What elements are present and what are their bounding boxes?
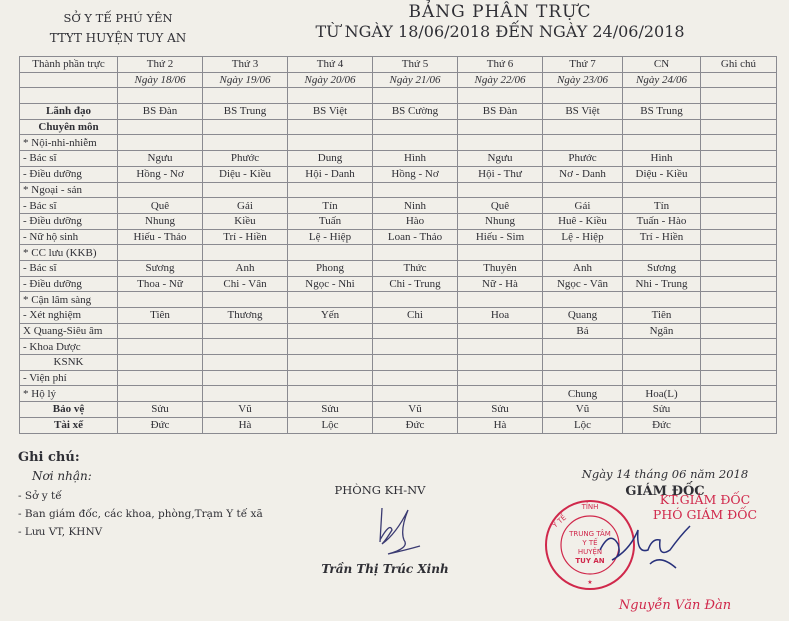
roster-cell bbox=[288, 339, 373, 355]
row-label: * CC lưu (KKB) bbox=[20, 245, 118, 261]
roster-cell: Nơ - Danh bbox=[543, 166, 623, 182]
date-cell bbox=[701, 72, 777, 88]
header-left bbox=[18, 8, 218, 48]
roster-cell bbox=[543, 339, 623, 355]
roster-cell bbox=[373, 370, 458, 386]
roster-cell bbox=[373, 88, 458, 104]
roster-cell bbox=[458, 182, 543, 198]
table-row bbox=[20, 198, 777, 214]
roster-cell: Thoa - Nữ bbox=[118, 276, 203, 292]
roster-cell bbox=[543, 245, 623, 261]
roster-cell bbox=[288, 323, 373, 339]
roster-cell: Hào bbox=[373, 213, 458, 229]
roster-cell: Phong bbox=[288, 260, 373, 276]
roster-cell bbox=[458, 245, 543, 261]
table-row bbox=[20, 182, 777, 198]
header-cell-role: Thành phần trực bbox=[20, 57, 118, 73]
roster-cell bbox=[288, 182, 373, 198]
roster-cell bbox=[458, 323, 543, 339]
roster-cell bbox=[203, 292, 288, 308]
seal-center-line: TUY AN bbox=[575, 557, 605, 565]
roster-cell bbox=[701, 370, 777, 386]
roster-cell bbox=[701, 88, 777, 104]
header-cell: Thứ 6 bbox=[458, 57, 543, 73]
table-row bbox=[20, 135, 777, 151]
header-cell: Thứ 7 bbox=[543, 57, 623, 73]
roster-cell: Nhung bbox=[458, 213, 543, 229]
seal-ring-top: TỈNH bbox=[581, 503, 599, 511]
roster-cell bbox=[288, 119, 373, 135]
roster-cell: Hình bbox=[623, 151, 701, 167]
date-cell: Ngày 18/06 bbox=[118, 72, 203, 88]
roster-cell bbox=[701, 308, 777, 324]
roster-cell bbox=[543, 370, 623, 386]
roster-cell bbox=[623, 182, 701, 198]
notes-heading: Ghi chú: bbox=[18, 450, 80, 465]
roster-cell bbox=[118, 245, 203, 261]
roster-cell: Tuấn - Hào bbox=[623, 213, 701, 229]
table-row bbox=[20, 245, 777, 261]
row-label: * Ngoại - sản bbox=[20, 182, 118, 198]
roster-cell bbox=[623, 119, 701, 135]
roster-cell bbox=[118, 119, 203, 135]
roster-cell: Thuyên bbox=[458, 260, 543, 276]
roster-cell bbox=[701, 213, 777, 229]
roster-cell bbox=[701, 339, 777, 355]
roster-cell: Hoa(L) bbox=[623, 386, 701, 402]
stamp-line-1: KT.GIÁM ĐỐC bbox=[659, 492, 751, 507]
table-row bbox=[20, 308, 777, 324]
notes-block bbox=[18, 449, 263, 543]
roster-cell: Vũ bbox=[203, 402, 288, 418]
roster-cell bbox=[373, 355, 458, 371]
roster-cell bbox=[118, 135, 203, 151]
roster-cell: Hiếu - Thảo bbox=[118, 229, 203, 245]
roster-cell bbox=[623, 355, 701, 371]
title-line-1: BẢNG PHÂN TRỰC bbox=[408, 2, 592, 22]
seal-center-line: Y TẾ bbox=[582, 539, 598, 547]
roster-cell bbox=[623, 292, 701, 308]
roster-cell: Diệu - Kiều bbox=[203, 166, 288, 182]
document-title bbox=[290, 2, 710, 41]
roster-cell bbox=[203, 386, 288, 402]
table-row bbox=[20, 355, 777, 371]
roster-cell bbox=[701, 276, 777, 292]
table-row bbox=[20, 402, 777, 418]
header-cell: Ghi chú bbox=[701, 57, 777, 73]
roster-cell bbox=[543, 355, 623, 371]
table-row bbox=[20, 213, 777, 229]
planning-dept-label: PHÒNG KH-NV bbox=[334, 483, 426, 497]
row-label: X Quang-Siêu âm bbox=[20, 323, 118, 339]
roster-cell: Sửu bbox=[458, 402, 543, 418]
roster-cell: Hiếu - Sim bbox=[458, 229, 543, 245]
dept-line-1: SỞ Y TẾ PHÚ YÊN bbox=[63, 11, 173, 25]
roster-cell: Loan - Thảo bbox=[373, 229, 458, 245]
row-label: - Nữ hộ sinh bbox=[20, 229, 118, 245]
roster-cell: Tiên bbox=[623, 308, 701, 324]
row-label: - Điều dưỡng bbox=[20, 276, 118, 292]
row-label: - Viện phí bbox=[20, 370, 118, 386]
roster-cell bbox=[458, 135, 543, 151]
roster-cell: Anh bbox=[543, 260, 623, 276]
roster-cell bbox=[203, 245, 288, 261]
roster-cell: Ngưu bbox=[118, 151, 203, 167]
roster-cell: BS Việt bbox=[543, 104, 623, 120]
recipient-item: - Lưu VT, KHNV bbox=[18, 526, 103, 538]
roster-cell bbox=[373, 119, 458, 135]
roster-cell bbox=[543, 119, 623, 135]
roster-cell: Ngưu bbox=[458, 151, 543, 167]
roster-cell: Sương bbox=[118, 260, 203, 276]
roster-cell bbox=[288, 386, 373, 402]
roster-cell: Vũ bbox=[543, 402, 623, 418]
table-body bbox=[20, 88, 777, 433]
roster-cell bbox=[701, 198, 777, 214]
date-row bbox=[20, 72, 777, 88]
roster-cell: Gái bbox=[543, 198, 623, 214]
roster-cell bbox=[701, 355, 777, 371]
roster-cell: Chi - Vân bbox=[203, 276, 288, 292]
roster-cell: Ninh bbox=[373, 198, 458, 214]
roster-cell: Tín bbox=[623, 198, 701, 214]
roster-cell bbox=[701, 166, 777, 182]
roster-cell bbox=[203, 88, 288, 104]
roster-cell: Kiều bbox=[203, 213, 288, 229]
header-cell: Thứ 5 bbox=[373, 57, 458, 73]
roster-cell: Quê bbox=[458, 198, 543, 214]
roster-cell bbox=[701, 292, 777, 308]
roster-cell: Vũ bbox=[373, 402, 458, 418]
roster-cell: Lộc bbox=[288, 417, 373, 433]
roster-cell bbox=[373, 182, 458, 198]
roster-cell bbox=[701, 135, 777, 151]
row-label: - Bác sĩ bbox=[20, 151, 118, 167]
roster-cell bbox=[701, 260, 777, 276]
duty-roster-table bbox=[19, 56, 777, 434]
table-row bbox=[20, 276, 777, 292]
roster-cell: Sương bbox=[623, 260, 701, 276]
roster-cell bbox=[701, 402, 777, 418]
roster-cell: Thức bbox=[373, 260, 458, 276]
roster-cell: Ngân bbox=[623, 323, 701, 339]
header-cell: Thứ 4 bbox=[288, 57, 373, 73]
roster-cell: Lộc bbox=[543, 417, 623, 433]
roster-cell: BS Cường bbox=[373, 104, 458, 120]
roster-cell: Ngọc - Nhi bbox=[288, 276, 373, 292]
roster-cell: Hình bbox=[373, 151, 458, 167]
date-cell: Ngày 23/06 bbox=[543, 72, 623, 88]
roster-cell bbox=[543, 88, 623, 104]
row-label: * Hộ lý bbox=[20, 386, 118, 402]
roster-cell: BS Trung bbox=[623, 104, 701, 120]
roster-cell bbox=[701, 323, 777, 339]
table-row bbox=[20, 292, 777, 308]
roster-cell bbox=[458, 355, 543, 371]
roster-cell bbox=[203, 182, 288, 198]
row-label: - Bác sĩ bbox=[20, 198, 118, 214]
roster-cell bbox=[373, 323, 458, 339]
roster-cell: Lệ - Hiệp bbox=[543, 229, 623, 245]
roster-cell bbox=[623, 370, 701, 386]
roster-cell bbox=[543, 292, 623, 308]
roster-cell: Tín bbox=[288, 198, 373, 214]
roster-cell bbox=[203, 135, 288, 151]
director-title: GIÁM ĐỐC bbox=[625, 484, 705, 499]
title-line-2: TỪ NGÀY 18/06/2018 ĐẾN NGÀY 24/06/2018 bbox=[315, 22, 685, 41]
seal-ring-left: Y TẾ bbox=[551, 513, 568, 530]
roster-cell bbox=[623, 245, 701, 261]
roster-cell bbox=[701, 229, 777, 245]
roster-cell: Sửu bbox=[623, 402, 701, 418]
roster-cell: Nhi - Trung bbox=[623, 276, 701, 292]
roster-cell bbox=[701, 104, 777, 120]
row-label bbox=[20, 88, 118, 104]
table-row bbox=[20, 339, 777, 355]
roster-cell bbox=[701, 151, 777, 167]
roster-cell: Gái bbox=[203, 198, 288, 214]
roster-cell bbox=[701, 417, 777, 433]
roster-cell bbox=[458, 339, 543, 355]
table-row bbox=[20, 166, 777, 182]
signer-name-right: Nguyễn Văn Đàn bbox=[618, 598, 732, 613]
table-row bbox=[20, 229, 777, 245]
roster-cell bbox=[288, 135, 373, 151]
roster-cell bbox=[458, 370, 543, 386]
roster-cell bbox=[458, 386, 543, 402]
roster-cell: Đức bbox=[373, 417, 458, 433]
row-label: - Điều dưỡng bbox=[20, 213, 118, 229]
roster-cell bbox=[623, 88, 701, 104]
roster-cell bbox=[373, 135, 458, 151]
roster-cell: Tiên bbox=[118, 308, 203, 324]
date-cell: Ngày 20/06 bbox=[288, 72, 373, 88]
roster-cell bbox=[203, 119, 288, 135]
roster-cell: Chung bbox=[543, 386, 623, 402]
row-label: - Điều dưỡng bbox=[20, 166, 118, 182]
roster-cell bbox=[458, 119, 543, 135]
roster-cell bbox=[203, 323, 288, 339]
roster-cell bbox=[458, 292, 543, 308]
roster-cell bbox=[288, 370, 373, 386]
header-cell: Thứ 3 bbox=[203, 57, 288, 73]
roster-cell: Hồng - Nơ bbox=[118, 166, 203, 182]
roster-cell bbox=[288, 88, 373, 104]
roster-cell bbox=[623, 339, 701, 355]
date-cell: Ngày 22/06 bbox=[458, 72, 543, 88]
table-row bbox=[20, 323, 777, 339]
roster-cell: Phước bbox=[543, 151, 623, 167]
date-cell: Ngày 19/06 bbox=[203, 72, 288, 88]
roster-cell: Hội - Danh bbox=[288, 166, 373, 182]
signing-date: Ngày 14 tháng 06 năm 2018 bbox=[581, 467, 749, 481]
roster-cell bbox=[701, 245, 777, 261]
table-row bbox=[20, 260, 777, 276]
roster-cell: Thương bbox=[203, 308, 288, 324]
row-label: * Cận lâm sàng bbox=[20, 292, 118, 308]
table-row bbox=[20, 386, 777, 402]
roster-cell bbox=[118, 323, 203, 339]
seal-center-line: HUYỆN bbox=[577, 548, 603, 556]
roster-cell: Ngọc - Vân bbox=[543, 276, 623, 292]
roster-cell bbox=[373, 292, 458, 308]
row-label: Bảo vệ bbox=[20, 402, 118, 418]
date-cell: Ngày 21/06 bbox=[373, 72, 458, 88]
table-row bbox=[20, 119, 777, 135]
dept-line-2: TTYT HUYỆN TUY AN bbox=[49, 31, 187, 45]
table-row bbox=[20, 104, 777, 120]
roster-cell bbox=[288, 292, 373, 308]
roster-cell: BS Đàn bbox=[458, 104, 543, 120]
roster-cell: Đức bbox=[118, 417, 203, 433]
roster-cell bbox=[118, 88, 203, 104]
roster-cell: Chi bbox=[373, 308, 458, 324]
table-row bbox=[20, 151, 777, 167]
roster-cell bbox=[373, 245, 458, 261]
table-row bbox=[20, 88, 777, 104]
header-row bbox=[20, 57, 777, 73]
roster-cell bbox=[118, 182, 203, 198]
roster-cell: Anh bbox=[203, 260, 288, 276]
recipient-item: - Ban giám đốc, các khoa, phòng,Trạm Y tế xã bbox=[18, 508, 263, 520]
row-label: - Bác sĩ bbox=[20, 260, 118, 276]
roster-cell: Nhung bbox=[118, 213, 203, 229]
roster-cell bbox=[203, 355, 288, 371]
roster-cell bbox=[543, 135, 623, 151]
row-label: Lãnh đạo bbox=[20, 104, 118, 120]
roster-cell: Phước bbox=[203, 151, 288, 167]
roster-cell: Trí - Hiền bbox=[623, 229, 701, 245]
roster-cell bbox=[118, 355, 203, 371]
table-row bbox=[20, 417, 777, 433]
row-label: Tài xế bbox=[20, 417, 118, 433]
seal-ring-star: ★ bbox=[587, 579, 593, 586]
table-header bbox=[20, 57, 777, 88]
roster-cell: Yến bbox=[288, 308, 373, 324]
row-label: Chuyên môn bbox=[20, 119, 118, 135]
recipients-label: Nơi nhận: bbox=[32, 469, 92, 483]
roster-cell bbox=[373, 339, 458, 355]
date-cell bbox=[20, 72, 118, 88]
table-row bbox=[20, 370, 777, 386]
roster-cell: Hội - Thư bbox=[458, 166, 543, 182]
roster-cell bbox=[118, 292, 203, 308]
roster-cell bbox=[543, 182, 623, 198]
row-label: - Khoa Dược bbox=[20, 339, 118, 355]
roster-cell bbox=[203, 339, 288, 355]
row-label: - Xét nghiệm bbox=[20, 308, 118, 324]
stamp-line-2: PHÓ GIÁM ĐỐC bbox=[652, 507, 758, 522]
roster-cell: BS Đàn bbox=[118, 104, 203, 120]
signature-left bbox=[368, 500, 428, 560]
roster-cell: Chi - Trung bbox=[373, 276, 458, 292]
roster-cell: Hà bbox=[458, 417, 543, 433]
date-cell: Ngày 24/06 bbox=[623, 72, 701, 88]
roster-cell bbox=[701, 386, 777, 402]
roster-cell: Tuấn bbox=[288, 213, 373, 229]
roster-cell: BS Việt bbox=[288, 104, 373, 120]
roster-cell: Hồng - Nơ bbox=[373, 166, 458, 182]
roster-cell: Diệu - Kiều bbox=[623, 166, 701, 182]
roster-cell bbox=[118, 339, 203, 355]
roster-cell: Quê bbox=[118, 198, 203, 214]
seal-center-line: TRUNG TÂM bbox=[569, 530, 611, 538]
signer-name-left: Trần Thị Trúc Xinh bbox=[321, 562, 449, 576]
roster-cell: Lệ - Hiệp bbox=[288, 229, 373, 245]
roster-cell bbox=[118, 370, 203, 386]
roster-cell: Sửu bbox=[118, 402, 203, 418]
roster-cell bbox=[701, 119, 777, 135]
roster-cell: Huê - Kiều bbox=[543, 213, 623, 229]
roster-cell: Hà bbox=[203, 417, 288, 433]
roster-cell bbox=[623, 135, 701, 151]
roster-cell bbox=[288, 355, 373, 371]
roster-cell: Nữ - Hà bbox=[458, 276, 543, 292]
roster-cell bbox=[203, 370, 288, 386]
roster-cell bbox=[118, 386, 203, 402]
header-cell: CN bbox=[623, 57, 701, 73]
row-label: KSNK bbox=[20, 355, 118, 371]
recipient-item: - Sở y tế bbox=[18, 490, 62, 502]
roster-cell: Trí - Hiền bbox=[203, 229, 288, 245]
roster-cell bbox=[458, 88, 543, 104]
signature-right bbox=[590, 510, 710, 580]
roster-cell: Quang bbox=[543, 308, 623, 324]
roster-cell: Bá bbox=[543, 323, 623, 339]
header-cell: Thứ 2 bbox=[118, 57, 203, 73]
roster-cell bbox=[701, 182, 777, 198]
roster-cell: Sửu bbox=[288, 402, 373, 418]
row-label: * Nội-nhi-nhiễm bbox=[20, 135, 118, 151]
roster-cell: Hoa bbox=[458, 308, 543, 324]
roster-cell bbox=[373, 386, 458, 402]
roster-cell: Đức bbox=[623, 417, 701, 433]
roster-cell: Dung bbox=[288, 151, 373, 167]
roster-cell: BS Trung bbox=[203, 104, 288, 120]
roster-cell bbox=[288, 245, 373, 261]
